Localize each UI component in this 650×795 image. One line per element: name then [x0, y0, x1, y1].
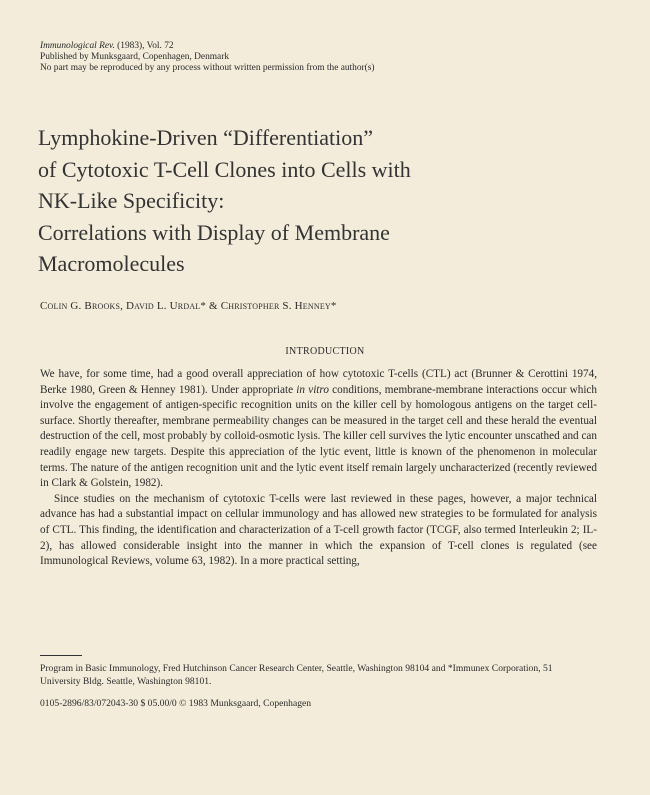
rights-line: No part may be reproduced by any process without written permission from the author(s) [40, 63, 375, 73]
author-list [40, 300, 600, 312]
italic-term: in vitro [296, 383, 329, 396]
authors-text: Colin G. Brooks, David L. Urdal* & Christopher S. Henney* [40, 300, 337, 312]
paragraph-text: We have, for some time, had a good overall appreciation of how cytotoxic T-cells (CTL) act (Brunner & Cerottini 1974, Berke 1980, Green & Henney 1981). Under appropriate [40, 368, 597, 396]
title-line: Macromolecules [38, 251, 185, 276]
publisher-line: Published by Munksgaard, Copenhagen, Denmark [40, 52, 230, 62]
section-heading: INTRODUCTION [285, 346, 365, 357]
paragraph-text: conditions, membrane-membrane interactions occur which involve the engagement of antigen-specific recognition units on the killer cell by homologous antigens on the target cell-surface. Shortly thereafter, membrane permeability changes can be measured in the target cell and these herald the eventual destruction of the cell, most probably by colloid-osmotic lysis. The killer cell survives the lytic encounter unscathed and can readily engage new targets. Despite this appreciation of the lytic event, little is known of the phenomenon in molecular terms. The nature of the antigen recognition unit and the lytic event itself remain largely uncharacterized (recently reviewed in Clark & Golstein, 1982). [40, 383, 597, 490]
title-line: NK-Like Specificity: [38, 188, 225, 213]
article-body [40, 367, 597, 570]
title-line: Correlations with Display of Membrane [38, 219, 390, 245]
footnote-rule [40, 655, 82, 656]
title-line: of Cytotoxic T-Cell Clones into Cells with [38, 156, 411, 182]
title-line: Lymphokine-Driven “Differentiation” [38, 125, 373, 150]
journal-name: Immunological Rev. [40, 41, 115, 51]
paragraph [40, 367, 597, 492]
affiliation-footnote: Program in Basic Immunology, Fred Hutchinson Cancer Research Center, Seattle, Washington 98104 and *Immunex Corporation, 51 University Bldg. Seattle, Washington 98101. [40, 663, 553, 687]
journal-issue: (1983), Vol. 72 [117, 41, 174, 51]
journal-header [40, 41, 580, 74]
copyright-line [40, 696, 580, 710]
paragraph: Since studies on the mechanism of cytotoxic T-cells were last reviewed in these pages, however, a major technical advance has had a substantial impact on cellular immunology and has allowed new strategies to be formulated for analysis of CTL. This finding, the identification and characterization of a T-cell growth factor (TCGF, also termed Interleukin 2; IL-2), has allowed considerable insight into the manner in which the expansion of T-cell clones is regulated (see Immunological Reviews, volume 63, 1982). In a more practical setting, [40, 492, 597, 568]
article-title [38, 122, 608, 280]
copyright-text: 0105-2896/83/072043-30 $ 05.00/0 © 1983 Munksgaard, Copenhagen [40, 698, 312, 709]
